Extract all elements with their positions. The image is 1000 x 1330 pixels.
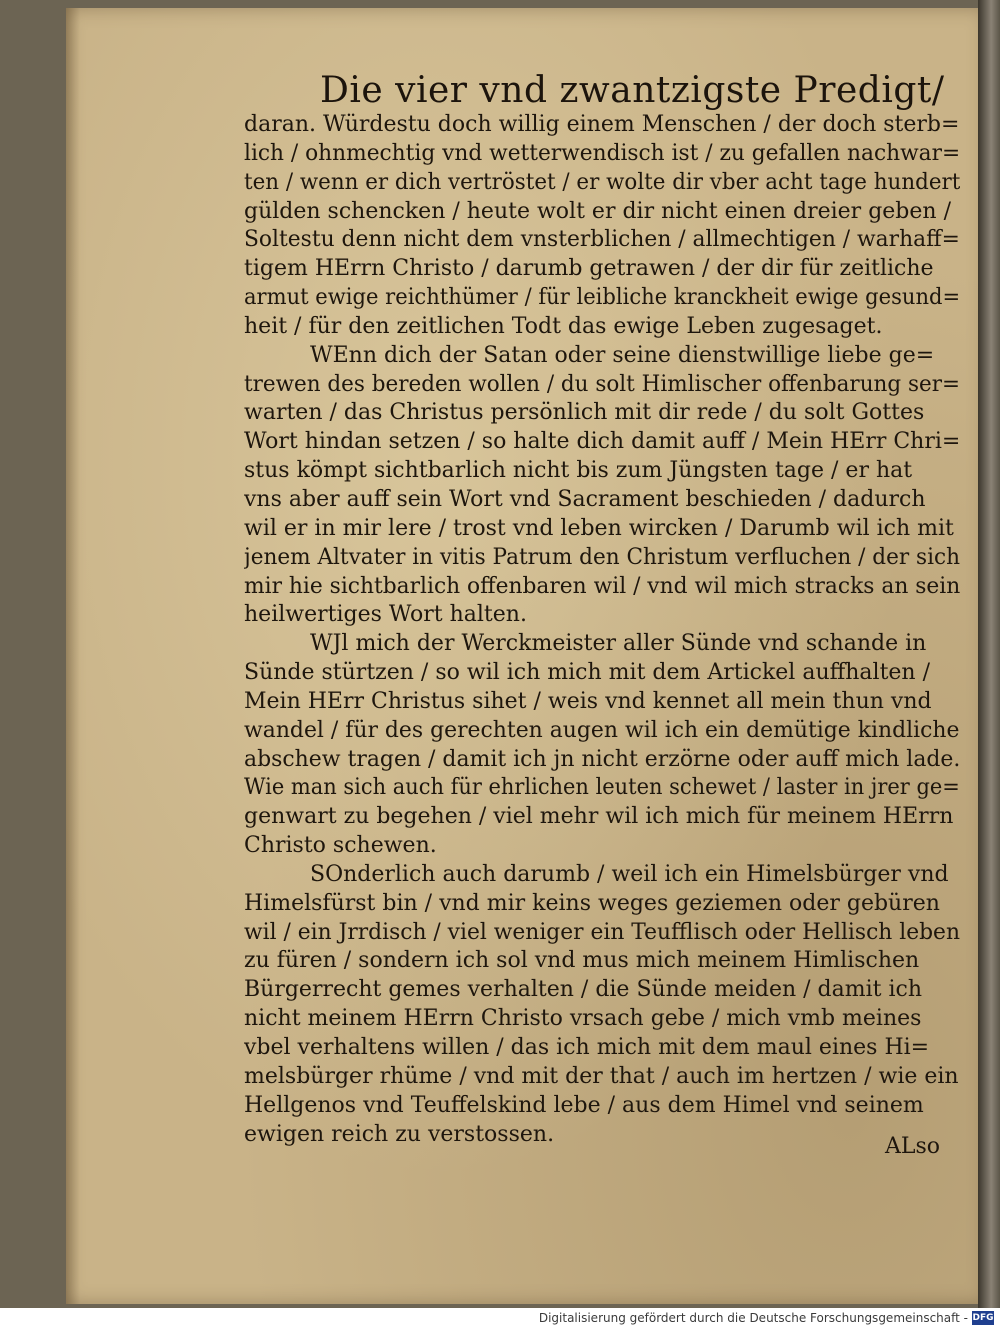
- catchword: ALso: [885, 1134, 941, 1159]
- footer-bar: [0, 1308, 1000, 1330]
- paragraph-start: WEnn dich der Satan oder seine dienstwillige liebe ge=: [310, 342, 935, 368]
- text-line: Hellgenos vnd Teuffelskind lebe / aus dem Himel vnd seinem: [244, 1092, 924, 1118]
- text-line: Sünde stürtzen / so wil ich mich mit dem Artickel auffhalten /: [244, 660, 931, 686]
- text-line: daran. Würdestu doch willig einem Menschen / der doch sterb=: [244, 112, 960, 137]
- text-line: vbel verhaltens willen / das ich mich mit dem maul eines Hi=: [244, 1035, 930, 1060]
- text-line: genwart zu begehen / viel mehr wil ich mich für meinem HErrn: [244, 804, 954, 830]
- text-line: vns aber auff sein Wort vnd Sacrament beschieden / dadurch: [244, 486, 926, 512]
- body-text: [244, 111, 960, 1149]
- text-line: mir hie sichtbarlich offenbaren wil / vnd wil mich stracks an sein: [244, 573, 960, 599]
- text-line: Bürgerrecht gemes verhalten / die Sünde meiden / damit ich: [244, 977, 922, 1003]
- text-line: gülden schencken / heute wolt er dir nicht einen dreier geben /: [244, 198, 951, 224]
- text-line: ewigen reich zu verstossen.: [244, 1121, 555, 1147]
- text-line: wandel / für des gerechten augen wil ich ein demütige kindliche: [244, 717, 960, 743]
- text-line: abschew tragen / damit ich jn nicht erzörne oder auff mich lade.: [244, 746, 960, 772]
- text-line: Mein HErr Christus sihet / weis vnd kennet all mein thun vnd: [244, 688, 932, 714]
- paragraph-start: SOnderlich auch darumb / weil ich ein Himelsbürger vnd: [310, 861, 949, 887]
- page-heading: Die vier vnd zwantzigste Predigt/: [320, 70, 945, 111]
- text-line: jenem Altvater in vitis Patrum den Christum verfluchen / der sich: [244, 544, 960, 570]
- text-line: stus kömpt sichtbarlich nicht bis zum Jüngsten tage / er hat: [244, 458, 913, 484]
- text-line: warten / das Christus persönlich mit dir rede / du solt Gottes: [244, 400, 925, 426]
- text-line: wil / ein Jrrdisch / viel weniger ein Teufflisch oder Hellisch leben: [244, 919, 960, 945]
- text-line: heilwertiges Wort halten.: [244, 602, 527, 628]
- text-line: Wort hindan setzen / so halte dich damit auff / Mein HErr Chri=: [244, 429, 960, 455]
- text-line: Himelsfürst bin / vnd mir keins weges geziemen oder gebüren: [244, 890, 940, 916]
- text-line: heit / für den zeitlichen Todt das ewige Leben zugesaget.: [244, 313, 883, 339]
- page-edge: [978, 0, 1000, 1308]
- text-line: Christo schewen.: [244, 833, 437, 859]
- text-line: Wie man sich auch für ehrlichen leuten schewet / laster in jrer ge=: [244, 775, 960, 801]
- dfg-logo-icon: DFG: [972, 1313, 994, 1323]
- text-line: ten / wenn er dich vertröstet / er wolte dir vber acht tage hundert: [244, 169, 960, 195]
- text-line: Soltestu denn nicht dem vnsterblichen / allmechtigen / warhaff=: [244, 227, 960, 253]
- funding-credit: Digitalisierung gefördert durch die Deutsche Forschungsgemeinschaft -: [538, 1311, 968, 1325]
- text-line: zu füren / sondern ich sol vnd mus mich meinem Himlischen: [244, 948, 920, 974]
- text-line: wil er in mir lere / trost vnd leben wircken / Darumb wil ich mit: [244, 515, 954, 541]
- text-line: nicht meinem HErrn Christo vrsach gebe / mich vmb meines: [244, 1006, 922, 1032]
- text-line: lich / ohnmechtig vnd wetterwendisch ist / zu gefallen nachwar=: [244, 140, 960, 166]
- text-line: armut ewige reichthümer / für leibliche kranckheit ewige gesund=: [244, 285, 960, 311]
- text-line: trewen des bereden wollen / du solt Himlischer offenbarung ser=: [244, 371, 960, 397]
- text-line: tigem HErrn Christo / darumb getrawen / der dir für zeitliche: [244, 256, 934, 282]
- text-line: melsbürger rhüme / vnd mit der that / auch im hertzen / wie ein: [244, 1063, 959, 1089]
- paragraph-start: WJl mich der Werckmeister aller Sünde vnd schande in: [310, 631, 927, 657]
